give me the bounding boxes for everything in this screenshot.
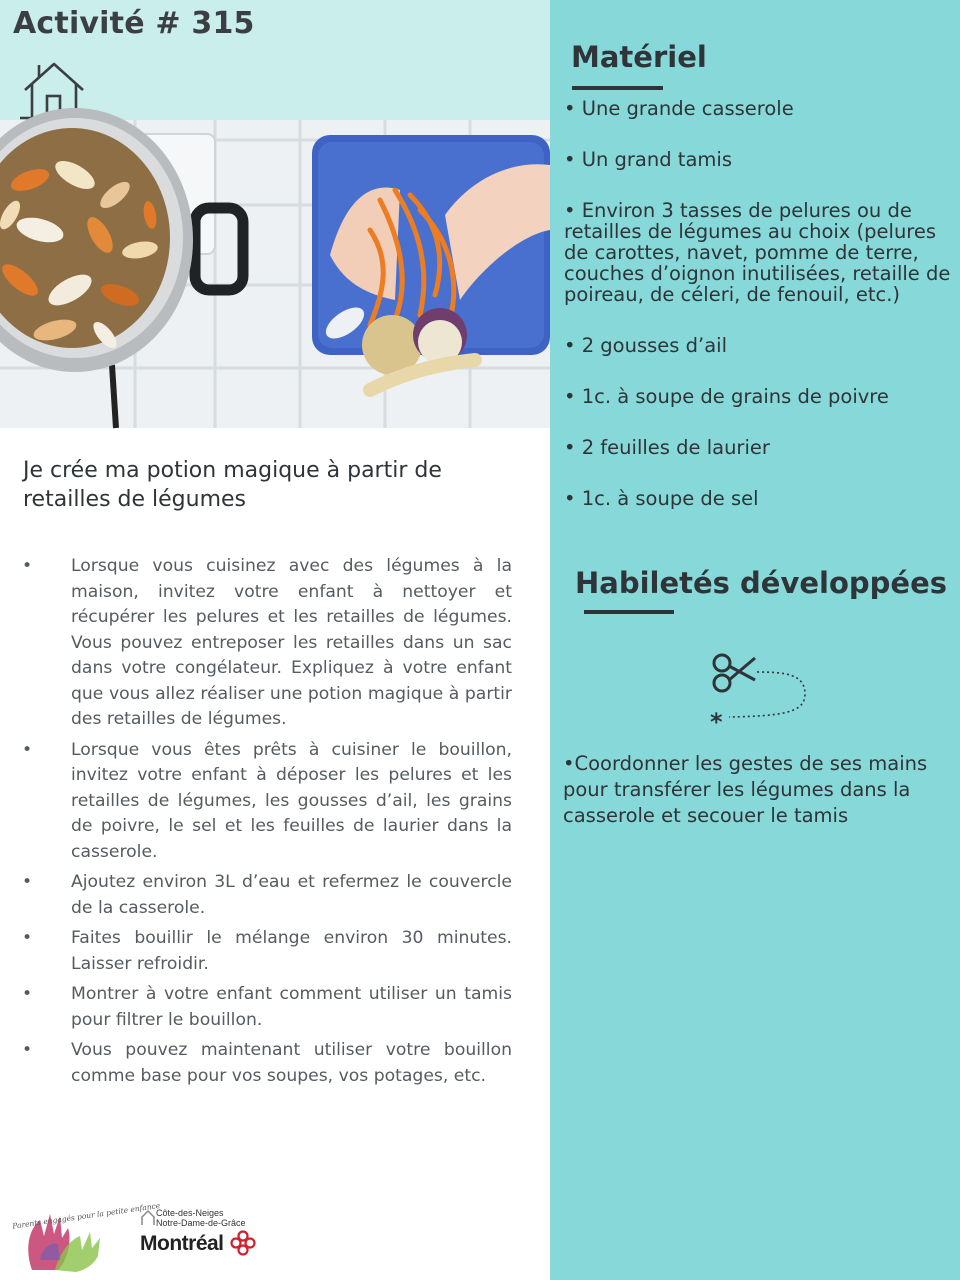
- material-item: • 1c. à soupe de grains de poivre: [564, 385, 889, 408]
- bullet-marker: •: [22, 872, 33, 892]
- material-item: • Une grande casserole: [564, 97, 794, 120]
- instruction-item: [22, 926, 512, 977]
- borough-name: [156, 1208, 246, 1228]
- instruction-item: [22, 554, 512, 733]
- material-item: • 2 gousses d’ail: [564, 334, 728, 357]
- footer-logos: [10, 1200, 260, 1275]
- borough-line-2: Notre-Dame-de-Grâce: [156, 1218, 246, 1228]
- materials-title: Matériel: [571, 40, 707, 74]
- material-item: • 1c. à soupe de sel: [564, 487, 759, 510]
- skill-item: •Coordonner les gestes de ses mains pour transférer les légumes dans la casserole et secouer le tamis: [563, 752, 928, 827]
- instruction-item: [22, 1038, 512, 1089]
- logo-script-text: Parents engagés pour la petite enfance: [11, 1200, 161, 1231]
- bullet-marker: •: [22, 556, 33, 576]
- bullet-marker: •: [22, 739, 33, 760]
- scissors-icon: [705, 650, 815, 736]
- montreal-rosette-icon: [230, 1230, 256, 1256]
- instruction-item: [22, 870, 512, 921]
- instruction-list: [22, 554, 512, 1094]
- material-item: • 2 feuilles de laurier: [564, 436, 770, 459]
- material-item: • Un grand tamis: [564, 148, 732, 171]
- skills-title: Habiletés développées: [575, 566, 948, 600]
- city-name: Montréal: [140, 1232, 224, 1255]
- montreal-emblem: [140, 1208, 156, 1226]
- bullet-marker: •: [22, 928, 33, 948]
- montreal-logo: [140, 1208, 260, 1268]
- instruction-item: [22, 982, 512, 1033]
- bullet-marker: •: [22, 984, 33, 1004]
- instruction-text: Lorsque vous êtes prêts à cuisiner le bouillon, invitez votre enfant à déposer les pelures et les retailles de légumes, les gousses d’ail, les grains de poivre, le sel et les feuilles de laurier dans la casserole.: [71, 739, 512, 862]
- borough-line-1: Côte-des-Neiges: [156, 1208, 224, 1218]
- activity-heading: Je crée ma potion magique à partir de retailles de légumes: [23, 458, 442, 512]
- instruction-item: [22, 738, 512, 866]
- materials-list: [564, 98, 956, 539]
- vegetable-peels-photo: [0, 120, 550, 428]
- bullet-marker: •: [22, 1040, 33, 1060]
- instruction-text: Vous pouvez maintenant utiliser votre bouillon comme base pour vos soupes, vos potages, etc.: [71, 1040, 512, 1086]
- material-item: • Environ 3 tasses de pelures ou de retailles de légumes au choix (pelures de carottes, navet, pomme de terre, couches d’oignon inutilisées, retaille de poireau, de céleri, de fenouil, etc.): [564, 199, 951, 306]
- instruction-text: Montrer à votre enfant comment utiliser un tamis pour filtrer le bouillon.: [71, 984, 512, 1030]
- instruction-text: Faites bouillir le mélange environ 30 minutes. Laisser refroidir.: [71, 928, 512, 974]
- instruction-text: Lorsque vous cuisinez avec des légumes à la maison, invitez votre enfant à nettoyer et récupérer les pelures et les retailles de légumes. Vous pouvez entreposer les retailles dans un sac dans votre congélateur. Expliquez à votre enfant que vous allez réaliser une potion magique à partir des retailles de légumes.: [71, 556, 512, 729]
- svg-text:*: *: [710, 708, 723, 736]
- parents-engages-logo: [10, 1200, 161, 1272]
- skills-underline: [584, 610, 674, 614]
- materials-underline: [572, 86, 663, 90]
- instruction-text: Ajoutez environ 3L d’eau et refermez le couvercle de la casserole.: [71, 872, 512, 918]
- activity-number-title: Activité # 315: [13, 6, 255, 41]
